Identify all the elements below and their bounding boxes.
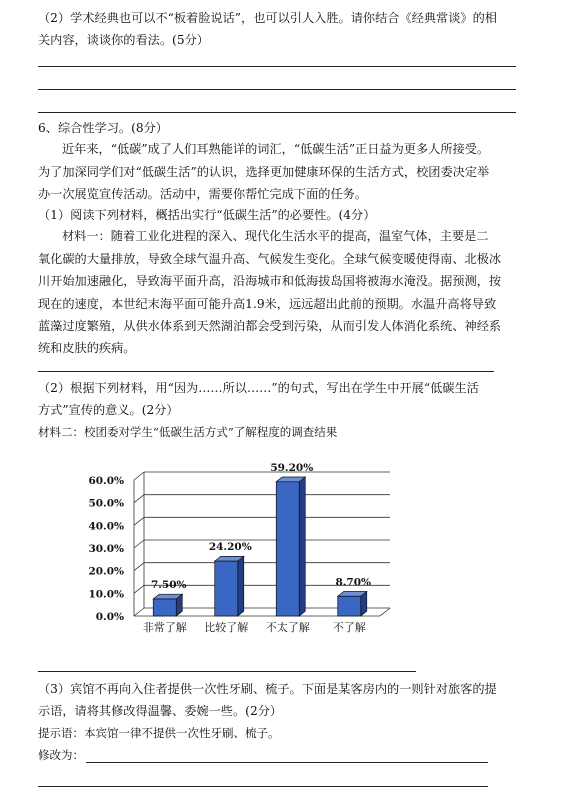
intro-line-2: 为了加深同学们对“低碳生活”的认识，选择更加健康环保的生活方式，校团委决定举 <box>38 165 490 179</box>
category-label: 不了解 <box>332 621 366 634</box>
intro-line-3: 办一次展览宣传活动。活动中，需要你帮忙完成下面的任务。 <box>38 187 368 201</box>
category-label: 不太了解 <box>265 621 310 634</box>
answer-line[interactable] <box>38 89 516 90</box>
material1-line-3: 川开始加速融化，导致海平面升高，沿海城市和低海拔岛国将被海水淹没。据预测，按 <box>38 274 502 288</box>
bar-side <box>238 556 244 616</box>
answer-line[interactable] <box>38 671 416 672</box>
data-label: 59.20% <box>270 461 314 474</box>
answer-line[interactable] <box>38 112 516 113</box>
category-label: 比较了解 <box>204 621 249 634</box>
y-tick-label: 40.0% <box>88 520 124 533</box>
q2-line-2: 关内容，谈谈你的看法。(5分） <box>38 33 209 47</box>
y-tick-label: 60.0% <box>88 475 124 487</box>
gridline-side <box>134 563 144 571</box>
material1-line-2: 氧化碳的大量排放，导致全球气温升高、气候发生变化。全球气候变暖使得南、北极冰 <box>38 252 502 266</box>
y-tick-label: 10.0% <box>88 588 124 601</box>
intro-line-1: 近年来，“低碳”成了人们耳熟能详的词汇，“低碳生活”正日益为更多人所接受。 <box>62 142 490 156</box>
sub1-title: （1）阅读下列材料，概括出实行“低碳生活”的必要性。(4分） <box>38 208 376 222</box>
answer-line[interactable] <box>38 371 494 372</box>
y-tick-label: 30.0% <box>88 543 124 555</box>
category-label: 非常了解 <box>142 621 187 634</box>
data-label: 24.20% <box>208 541 252 554</box>
bar <box>276 482 299 616</box>
gridline-side <box>134 608 144 616</box>
notice-text: 提示语：本宾馆一律不提供一次性牙刷、梳子。 <box>38 726 280 740</box>
bar <box>153 599 176 616</box>
bar <box>215 561 238 616</box>
gridline-side <box>134 472 144 480</box>
y-tick-label: 50.0% <box>88 497 124 510</box>
data-label: 8.70% <box>335 576 372 589</box>
sub3-line-1: （3）宾馆不再向入住者提供一次性牙刷、梳子。下面是某客房内的一则针对旅客的提 <box>38 682 497 696</box>
revise-answer-line[interactable] <box>86 762 488 763</box>
section-6-heading: 6、综合性学习。(8分） <box>38 121 168 135</box>
sub2-line-2: 方式”宣传的意义。(2分） <box>38 403 179 417</box>
survey-bar-chart <box>60 446 400 646</box>
material1-line-4: 现在的速度，本世纪末海平面可能升高1.9米，远远超出此前的预期。水温升高将导致 <box>38 297 497 311</box>
bar <box>338 596 361 616</box>
gridline-side <box>134 540 144 548</box>
floor-edge <box>380 608 390 616</box>
material1-line-1: 材料一：随着工业化进程的深入、现代化生活水平的提高，温室气体，主要是二 <box>62 229 489 243</box>
material2-title: 材料二：校团委对学生“低碳生活方式”了解程度的调查结果 <box>38 425 338 439</box>
y-tick-label: 20.0% <box>88 565 124 578</box>
y-tick-label: 0.0% <box>95 611 124 623</box>
gridline-side <box>134 495 144 503</box>
answer-line[interactable] <box>38 786 488 787</box>
material1-line-6: 统和皮肤的疾病。 <box>38 341 136 355</box>
gridline-side <box>134 517 144 525</box>
bar-side <box>299 477 305 616</box>
sub2-line-1: （2）根据下列材料，用“因为……所以……”的句式，写出在学生中开展“低碳生活 <box>38 381 479 395</box>
gridline-side <box>134 585 144 593</box>
revise-label: 修改为： <box>38 748 84 762</box>
sub3-line-2: 示语，请将其修改得温馨、委婉一些。(2分） <box>38 704 283 718</box>
q2-line-1: （2）学术经典也可以不“板着脸说话”，也可以引人入胜。请你结合《经典常谈》的相 <box>38 11 497 25</box>
answer-line[interactable] <box>38 66 516 67</box>
data-label: 7.50% <box>150 579 187 591</box>
material1-line-5: 蓝藻过度繁殖，从供水体系到天然湖泊都会受到污染，从而引发人体消化系统、神经系 <box>38 319 502 333</box>
